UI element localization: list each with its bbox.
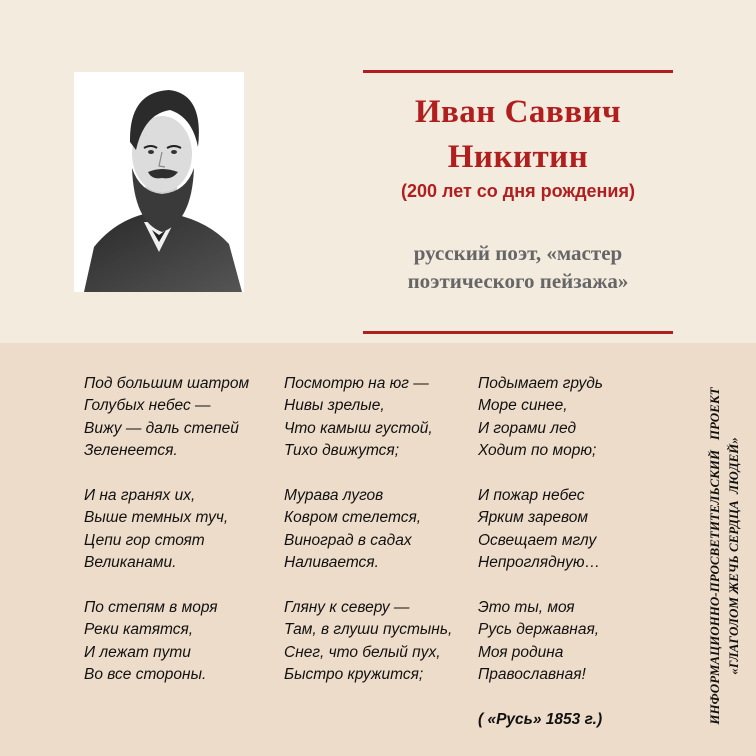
poet-description	[363, 239, 673, 295]
poem-line: Посмотрю на юг —	[284, 375, 429, 392]
poet-description-line1: русский поэт, «мастер	[413, 241, 623, 265]
poem-line: Моя родина	[478, 643, 564, 661]
poem-column-1	[84, 373, 249, 686]
poem-line: Что камыш густой,	[284, 419, 433, 437]
header-rule-bottom	[363, 331, 673, 334]
stanza-gap	[84, 575, 249, 597]
poem-line: Голубых небес —	[84, 397, 211, 415]
poem-line: Быстро кружится;	[284, 666, 424, 684]
poem-line: Ковром стелется,	[284, 509, 422, 527]
poem-column-3	[478, 373, 603, 686]
stanza-gap	[84, 463, 249, 485]
project-caption-line2: «ГЛАГОЛОМ ЖЕЧЬ СЕРДЦА ЛЮДЕЙ»	[726, 437, 741, 675]
poem-line: Великанами.	[84, 554, 177, 572]
stanza-gap	[284, 575, 452, 597]
anniversary-note: (200 лет со дня рождения)	[400, 181, 635, 201]
poem-line: Непроглядную…	[478, 554, 601, 572]
poet-portrait	[74, 72, 244, 292]
poem-line: Ходит по морю;	[478, 442, 597, 460]
poem-line: Русь державная,	[478, 621, 600, 639]
poem-line: И горами лед	[478, 419, 577, 437]
poem-line: По степям в моря	[84, 598, 218, 616]
poem-line: Море синее,	[478, 397, 568, 415]
poet-description-line2: поэтического пейзажа»	[407, 269, 629, 293]
poem-line: Под большим шатром	[84, 375, 250, 392]
project-caption-line1: ИНФОРМАЦИОННО-ПРОСВЕТИТЕЛЬСКИЙ ПРОЕКТ	[707, 387, 722, 725]
poem-line: Гляну к северу —	[284, 598, 410, 616]
poem-line: Реки катятся,	[84, 621, 194, 639]
poem-line: Там, в глуши пустынь,	[284, 621, 453, 639]
poem-line: Зеленеется.	[84, 442, 178, 460]
poem-line: Цепи гор стоят	[84, 531, 205, 549]
poem-line: Освещает мглу	[478, 531, 597, 549]
poem-line: Выше темных туч,	[84, 509, 229, 527]
poem-line: И на гранях их,	[84, 486, 196, 504]
stanza-gap	[284, 463, 452, 485]
poem-source: ( «Русь» 1853 г.)	[478, 711, 603, 728]
poem-line: Во все стороны.	[84, 666, 207, 684]
poet-name-line1: Иван Саввич	[414, 94, 622, 130]
poem-line: Вижу — даль степей	[84, 419, 239, 437]
poem-line: Наливается.	[284, 554, 379, 572]
poem-line: И лежат пути	[84, 643, 191, 661]
poem-line: Это ты, моя	[478, 598, 575, 616]
poem-line: Мурава лугов	[284, 486, 384, 504]
poet-name-line2: Никитин	[447, 139, 589, 175]
poem-line: Нивы зрелые,	[284, 397, 385, 415]
poem-line: Виноград в садах	[284, 531, 412, 549]
poem-line: И пожар небес	[478, 486, 585, 504]
poem-line: Ярким заревом	[478, 509, 588, 527]
poem-column-2	[284, 373, 452, 686]
stanza-gap	[478, 463, 603, 485]
poem-line: Снег, что белый пух,	[284, 643, 441, 661]
poem-line: Тихо движутся;	[284, 442, 400, 460]
header-rule-top	[363, 70, 673, 73]
stanza-gap	[478, 575, 603, 597]
poem-line: Подымает грудь	[478, 375, 603, 392]
poem-line: Православная!	[478, 666, 586, 684]
